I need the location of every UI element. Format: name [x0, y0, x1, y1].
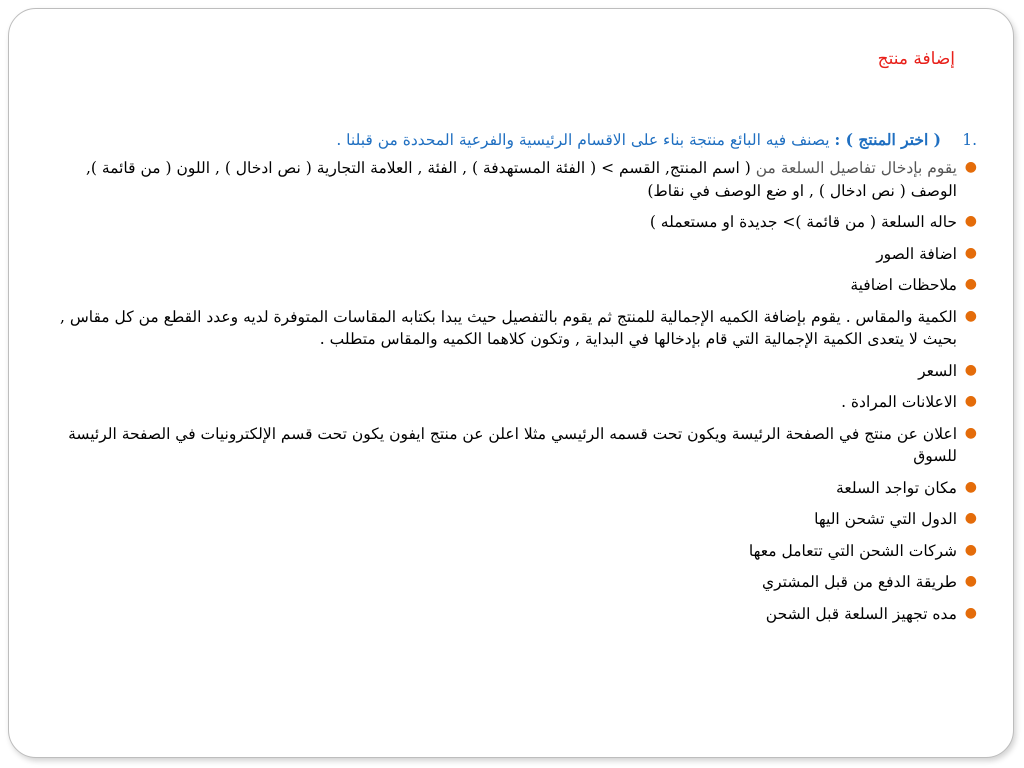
list-item	[45, 157, 977, 202]
list-item	[45, 243, 977, 265]
list-item	[45, 211, 977, 233]
list-item-text: اضافة الصور	[876, 244, 957, 263]
list-item-text: مده تجهيز السلعة قبل الشحن	[765, 604, 957, 623]
list-item	[45, 508, 977, 530]
list-item-text: طريقة الدفع من قبل المشتري	[762, 573, 957, 592]
list-item	[45, 274, 977, 296]
list-item-prefix: يقوم بإدخال تفاصيل السلعة من	[755, 159, 957, 178]
list-item-text: ( اسم المنتج, القسم > ( الفئة المستهدفة ) , الفئة , العلامة التجارية ( نص ادخال ) , اللون ( من قائمة ), الوصف ( نص ادخال ) , او ضع الوصف في نقاط)	[85, 159, 957, 200]
list-item	[45, 540, 977, 562]
bullet-icon: ●	[964, 478, 977, 495]
list-item	[45, 571, 977, 593]
bullet-icon: ●	[964, 244, 977, 261]
list-item	[45, 360, 977, 382]
list-item-text: حاله السلعة ( من قائمة )> جديدة او مستعمله )	[649, 213, 957, 232]
list-item-text: مكان تواجد السلعة	[836, 478, 957, 497]
bullet-icon: ●	[964, 213, 977, 230]
list-item-text: السعر	[918, 361, 957, 380]
item-description: يصنف فيه البائع منتجة بناء على الاقسام الرئيسية والفرعية المحددة من قبلنا .	[336, 131, 835, 149]
list-item-text: الاعلانات المرادة .	[841, 393, 957, 412]
list-item-text: الدول التي تشحن اليها	[814, 510, 957, 529]
list-item	[45, 603, 977, 625]
bullet-icon: ●	[964, 159, 977, 176]
item-text	[336, 129, 941, 151]
bullet-icon: ●	[964, 573, 977, 590]
bullet-icon: ●	[964, 424, 977, 441]
list-item-text: اعلان عن منتج في الصفحة الرئيسة ويكون تحت قسمه الرئيسي مثلا اعلن عن منتج ايفون يكون تحت قسم الإلكترونيات في الصفحة الرئيسة للسوق	[68, 424, 957, 466]
bullet-icon: ●	[964, 604, 977, 621]
bullet-icon: ●	[964, 541, 977, 558]
bullet-icon: ●	[964, 276, 977, 293]
list-item	[45, 306, 977, 351]
bullet-icon: ●	[964, 510, 977, 527]
list-item-text: شركات الشحن التي تتعامل معها	[748, 541, 957, 560]
list-item-text: ملاحظات اضافية	[850, 276, 957, 295]
slide	[8, 8, 1014, 758]
bullet-list	[45, 157, 977, 625]
list-item	[45, 391, 977, 413]
list-item	[45, 423, 977, 468]
bullet-icon: ●	[964, 361, 977, 378]
list-item	[45, 477, 977, 499]
list-item-text: الكمية والمقاس . يقوم بإضافة الكميه الإجمالية للمنتج ثم يقوم بالتفصيل حيث يبدا بكتابه المقاسات المتوفرة لديه وعدد القطع من كل مقاس , بحيث لا يتعدى الكمية الإجمالية التي قام بإدخالها في البداية , وتكون كلاهما الكميه والمقاس متطلب .	[59, 307, 957, 349]
bullet-icon: ●	[964, 393, 977, 410]
bullet-icon: ●	[964, 307, 977, 324]
slide-title: إضافة منتج	[877, 49, 955, 69]
slide-content	[45, 129, 977, 634]
numbered-item	[45, 129, 977, 151]
item-bold-label: ( اختر المنتج ) :	[834, 130, 941, 149]
item-number: .1	[962, 131, 977, 149]
